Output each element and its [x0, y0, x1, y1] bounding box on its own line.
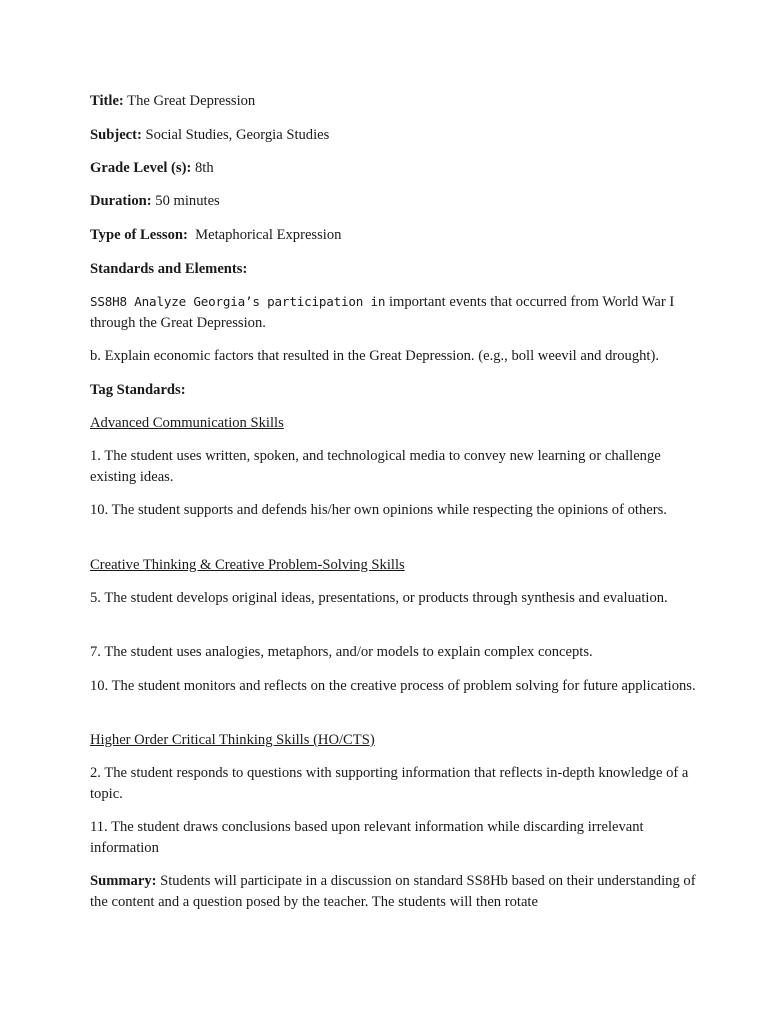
communication-item-10: 10. The student supports and defends his/her own opinions while respecting the opinions of others. — [90, 502, 667, 518]
group-title-communication: Advanced Communication Skills — [90, 415, 284, 431]
summary-text: Students will participate in a discussion on standard SS8Hb based on their understanding of the content and a question posed by the teacher. The students will then rotate — [90, 873, 696, 910]
standard-ss8h8 — [90, 292, 700, 333]
group-title-creative-thinking: Creative Thinking & Creative Problem-Solving Skills — [90, 557, 405, 573]
group-title-critical-thinking: Higher Order Critical Thinking Skills (HO/CTS) — [90, 732, 375, 748]
lesson-duration-line — [90, 191, 700, 212]
standard-element-b: b. Explain economic factors that resulted in the Great Depression. (e.g., boll weevil and drought). — [90, 348, 659, 364]
grade-label: Grade Level (s): — [90, 160, 192, 176]
title-value: The Great Depression — [123, 93, 256, 109]
subject-label: Subject: — [90, 127, 142, 143]
standards-heading: Standards and Elements: — [90, 261, 248, 277]
duration-value: 50 minutes — [151, 193, 220, 209]
lesson-type-line — [90, 225, 700, 246]
summary-label: Summary: — [90, 873, 157, 889]
critical-item-11: 11. The student draws conclusions based upon relevant information while discarding irrelevant information — [90, 819, 644, 856]
grade-value: 8th — [191, 160, 214, 176]
tag-standards-heading: Tag Standards: — [90, 382, 186, 398]
creative-item-7: 7. The student uses analogies, metaphors, and/or models to explain complex concepts. — [90, 644, 593, 660]
type-label: Type of Lesson: — [90, 227, 188, 243]
subject-value: Social Studies, Georgia Studies — [141, 127, 330, 143]
standard-ss8h8-text: important events that occurred from World War I through the Great Depression. — [90, 294, 675, 331]
creative-item-10: 10. The student monitors and reflects on the creative process of problem solving for future applications. — [90, 678, 696, 694]
summary-paragraph — [90, 871, 700, 912]
title-label: Title: — [90, 93, 124, 109]
standard-ss8h8-code: SS8H8 Analyze Georgia’s participation in — [90, 294, 386, 309]
critical-item-2: 2. The student responds to questions with supporting information that reflects in-depth knowledge of a topic. — [90, 765, 689, 802]
creative-item-5: 5. The student develops original ideas, presentations, or products through synthesis and evaluation. — [90, 590, 668, 606]
lesson-grade-line — [90, 158, 700, 179]
duration-label: Duration: — [90, 193, 152, 209]
lesson-title-line — [90, 91, 700, 112]
communication-item-1: 1. The student uses written, spoken, and technological media to convey new learning or challenge existing ideas. — [90, 448, 661, 485]
lesson-subject-line — [90, 125, 700, 146]
type-value: Metaphorical Expression — [187, 227, 342, 243]
